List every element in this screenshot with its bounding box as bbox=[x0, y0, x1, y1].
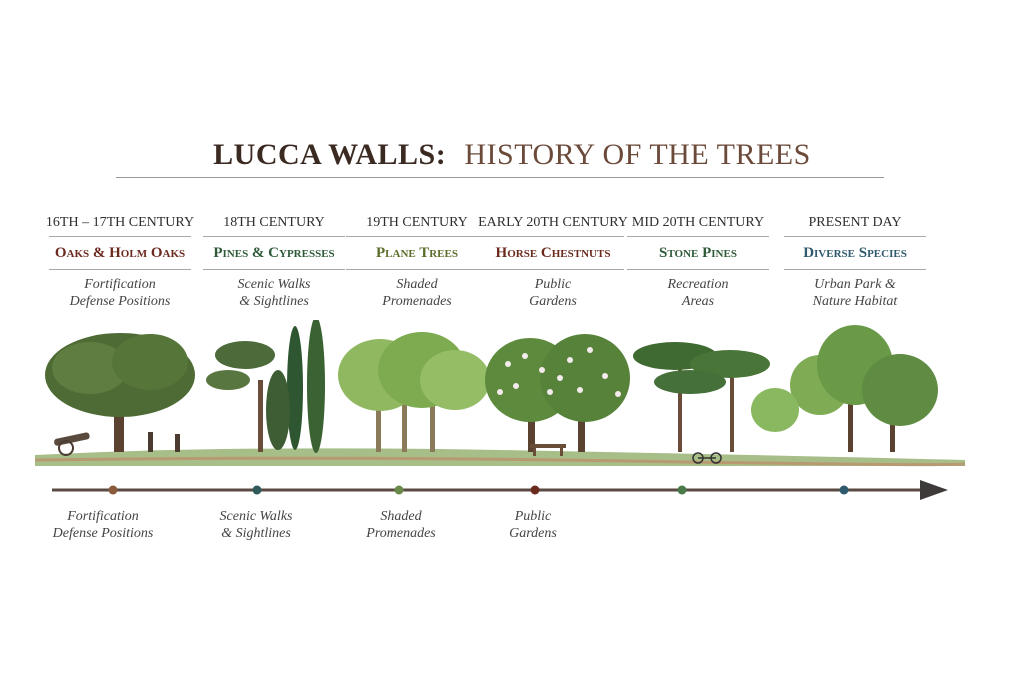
era-species: Diverse Species bbox=[803, 245, 907, 261]
era-period: PRESENT DAY bbox=[808, 215, 902, 230]
divider bbox=[346, 236, 488, 237]
cypress-icon bbox=[206, 320, 325, 453]
era-species: Pines & Cypresses bbox=[213, 245, 335, 261]
title-rest: HISTORY OF THE TREES bbox=[464, 138, 811, 171]
arrow-head-icon bbox=[920, 480, 948, 500]
divider bbox=[627, 236, 769, 237]
era-column bbox=[623, 213, 773, 310]
era-column bbox=[45, 213, 195, 310]
divider bbox=[203, 269, 345, 270]
oak-tree-icon bbox=[45, 333, 195, 452]
era-purpose: Fortification Defense Positions bbox=[69, 277, 171, 309]
era-column bbox=[199, 213, 349, 310]
timeline-dot bbox=[531, 486, 540, 495]
divider bbox=[482, 269, 624, 270]
era-period: 16TH – 17TH CENTURY bbox=[45, 215, 195, 230]
divider bbox=[627, 269, 769, 270]
timeline-label: Fortification Defense Positions bbox=[52, 509, 154, 541]
era-purpose: Public Gardens bbox=[529, 277, 577, 309]
divider bbox=[482, 236, 624, 237]
timeline-dot bbox=[840, 486, 849, 495]
timeline-dot bbox=[253, 486, 262, 495]
era-purpose: Urban Park & Nature Habitat bbox=[812, 277, 898, 309]
timeline-label: Scenic Walks & Sightlines bbox=[219, 509, 293, 541]
soldier-figure bbox=[148, 432, 153, 452]
era-species: Horse Chestnuts bbox=[495, 245, 611, 261]
timeline-label: Shaded Promenades bbox=[366, 509, 436, 541]
divider bbox=[49, 236, 191, 237]
era-species: Stone Pines bbox=[659, 245, 737, 261]
timeline-dot bbox=[395, 486, 404, 495]
era-period: MID 20TH CENTURY bbox=[631, 215, 765, 230]
divider bbox=[784, 269, 926, 270]
era-period: EARLY 20TH CENTURY bbox=[478, 215, 628, 230]
era-purpose: Scenic Walks & Sightlines bbox=[237, 277, 311, 309]
stone-pine-icon bbox=[633, 342, 770, 452]
era-period: 18TH CENTURY bbox=[223, 215, 325, 230]
tree-landscape bbox=[30, 320, 970, 470]
era-column bbox=[780, 213, 930, 310]
divider bbox=[784, 236, 926, 237]
timeline bbox=[0, 470, 1024, 510]
divider bbox=[203, 236, 345, 237]
cannon-icon bbox=[54, 432, 91, 455]
era-purpose: Shaded Promenades bbox=[382, 277, 452, 309]
era-purpose: Recreation Areas bbox=[667, 277, 729, 309]
timeline-dot bbox=[109, 486, 118, 495]
title-divider bbox=[116, 177, 884, 178]
soldier-figure bbox=[175, 434, 180, 452]
era-column bbox=[342, 213, 492, 310]
chestnut-tree-icon bbox=[485, 334, 630, 452]
era-species: Plane Trees bbox=[376, 245, 458, 261]
era-species: Oaks & Holm Oaks bbox=[54, 245, 186, 261]
era-period: 19TH CENTURY bbox=[366, 215, 468, 230]
era-column bbox=[478, 213, 628, 310]
park-trees-icon bbox=[751, 325, 938, 452]
plane-tree-icon bbox=[338, 332, 490, 452]
diagram-title bbox=[0, 138, 1024, 172]
divider bbox=[49, 269, 191, 270]
timeline-dot bbox=[678, 486, 687, 495]
divider bbox=[346, 269, 488, 270]
title-bold: LUCCA WALLS: bbox=[213, 138, 447, 171]
timeline-label: Public Gardens bbox=[509, 509, 557, 541]
